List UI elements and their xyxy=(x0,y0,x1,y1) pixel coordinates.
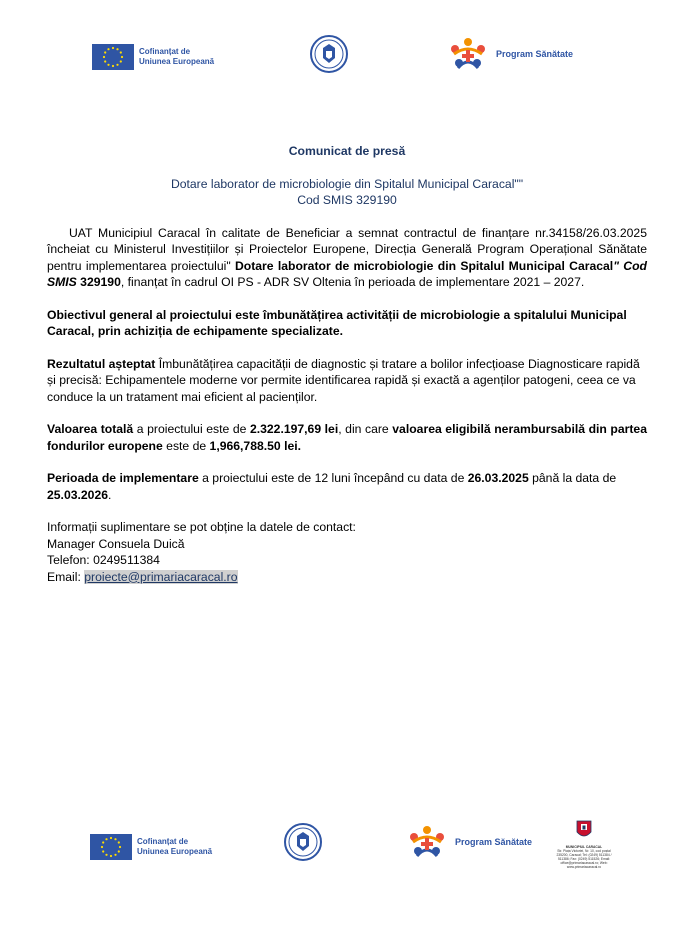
press-release xyxy=(47,143,647,585)
project-title: Dotare laborator de microbiologie din Spitalul Municipal Caracal"" xyxy=(170,176,524,191)
contract-text: UAT Municipiul Caracal în calitate de Beneficiar a semnat contractul de finanțare nr.34158/26.03.2025 încheiat cu Ministerul Investițiilor și Proiectelor Europene, Direcția Generală Program Operațional Sănătate pentru implementarea proiectului" xyxy=(47,225,647,273)
caracal-title: MUNICIPIUL CARACAL xyxy=(565,845,603,849)
caracal-coat-of-arms-icon xyxy=(576,820,592,840)
footer-eu-cofinanced-logo xyxy=(90,834,212,860)
romanian-government-logo xyxy=(309,34,349,79)
contract-paragraph xyxy=(47,225,647,291)
footer-eu-text-line1: Cofinanțat de xyxy=(137,837,189,846)
contact-intro: Informații suplimentare se pot obține la datele de contact: xyxy=(47,520,356,534)
value-text-3: este de xyxy=(162,438,210,453)
period-label: Perioada de implementare xyxy=(47,471,199,485)
expected-result-label: Rezultatul așteptat xyxy=(47,356,156,371)
eu-flag-icon xyxy=(92,44,134,70)
contact-phone: Telefon: 0249511384 xyxy=(47,553,160,567)
value-paragraph xyxy=(47,421,647,454)
period-text-3: . xyxy=(108,487,112,502)
footer-logos xyxy=(0,818,687,878)
period-text-2: până la data de xyxy=(528,471,617,485)
page-title: Comunicat de presă xyxy=(288,144,406,158)
footer-program-sanatate-text: Program Sănătate xyxy=(455,837,533,847)
program-sanatate-logo xyxy=(446,36,573,72)
total-value-amount: 2.322.197,69 lei xyxy=(249,422,339,436)
email-label: Email: xyxy=(47,569,85,584)
footer-eu-text-line2: Uniunea Europeană xyxy=(137,847,213,856)
total-value-label: Valoarea totală xyxy=(47,422,134,436)
program-sanatate-icon xyxy=(446,36,490,72)
email-link[interactable]: proiecte@primariacaracal.ro xyxy=(84,569,238,584)
footer-program-sanatate-logo xyxy=(405,824,532,860)
caracal-details: Str. Piața Victoriei, Nr. 10, cod poștal 235200, Caracal; Tel: (0249) 511384 / 511386; Fax: (0249) 511526; Email: office@primariacaracal.ro; Web: www.primariacaracal.ro xyxy=(556,849,612,869)
footer-program-sanatate-icon xyxy=(405,824,449,860)
project-name-bold: Dotare laborator de microbiologie din Spitalul Municipal Caracal xyxy=(234,258,614,273)
smis-label: " Cod SMIS xyxy=(47,258,647,289)
header-logos xyxy=(0,32,687,92)
value-text-2: , din care xyxy=(338,422,393,436)
period-text-1: a proiectului este de 12 luni începând cu data de xyxy=(198,471,468,485)
start-date: 26.03.2025 xyxy=(467,471,529,485)
footer-eu-flag-icon xyxy=(90,834,132,860)
implementation-period-paragraph xyxy=(47,470,647,503)
project-code: Cod SMIS 329190 xyxy=(297,193,397,207)
footer-romanian-government-logo xyxy=(283,822,323,867)
program-sanatate-text: Program Sănătate xyxy=(496,49,574,59)
eligible-value-label: valoarea eligibilă nerambursabilă din partea fondurilor europene xyxy=(47,422,647,453)
eu-text-line2: Uniunea Europeană xyxy=(139,57,215,66)
eu-cofinanced-logo xyxy=(92,44,214,70)
financing-text: , finanțat în cadrul OI PS - ADR SV Oltenia în perioada de implementare 2021 – 2027. xyxy=(120,275,585,289)
smis-code: 329190 xyxy=(76,275,121,289)
contact-manager: Manager Consuela Duică xyxy=(47,536,185,551)
end-date: 25.03.2026 xyxy=(47,487,108,502)
eu-text-line1: Cofinanțat de xyxy=(139,47,191,56)
eligible-value-amount: 1,966,788.50 lei. xyxy=(209,438,302,453)
expected-result-text: Îmbunătățirea capacității de diagnostic și tratare a bolilor infecțioase Diagnosticare rapidă și precisă: Echipamentele moderne vor permite identificarea rapidă și exactă a agenților patogeni, ceea ce va conduce la un tratament mai eficient al pacienților. xyxy=(47,356,640,404)
government-seal-icon xyxy=(309,34,349,74)
municipiul-caracal-logo xyxy=(556,820,612,869)
expected-result-paragraph xyxy=(47,356,647,406)
value-text-1: a proiectului este de xyxy=(133,422,250,436)
contact-email-line xyxy=(47,569,647,586)
footer-government-seal-icon xyxy=(283,822,323,862)
objective-paragraph: Obiectivul general al proiectului este îmbunătățirea activității de microbiologie a spitalului Municipal Caracal, prin achiziția de echipamente specializate. xyxy=(47,307,627,338)
